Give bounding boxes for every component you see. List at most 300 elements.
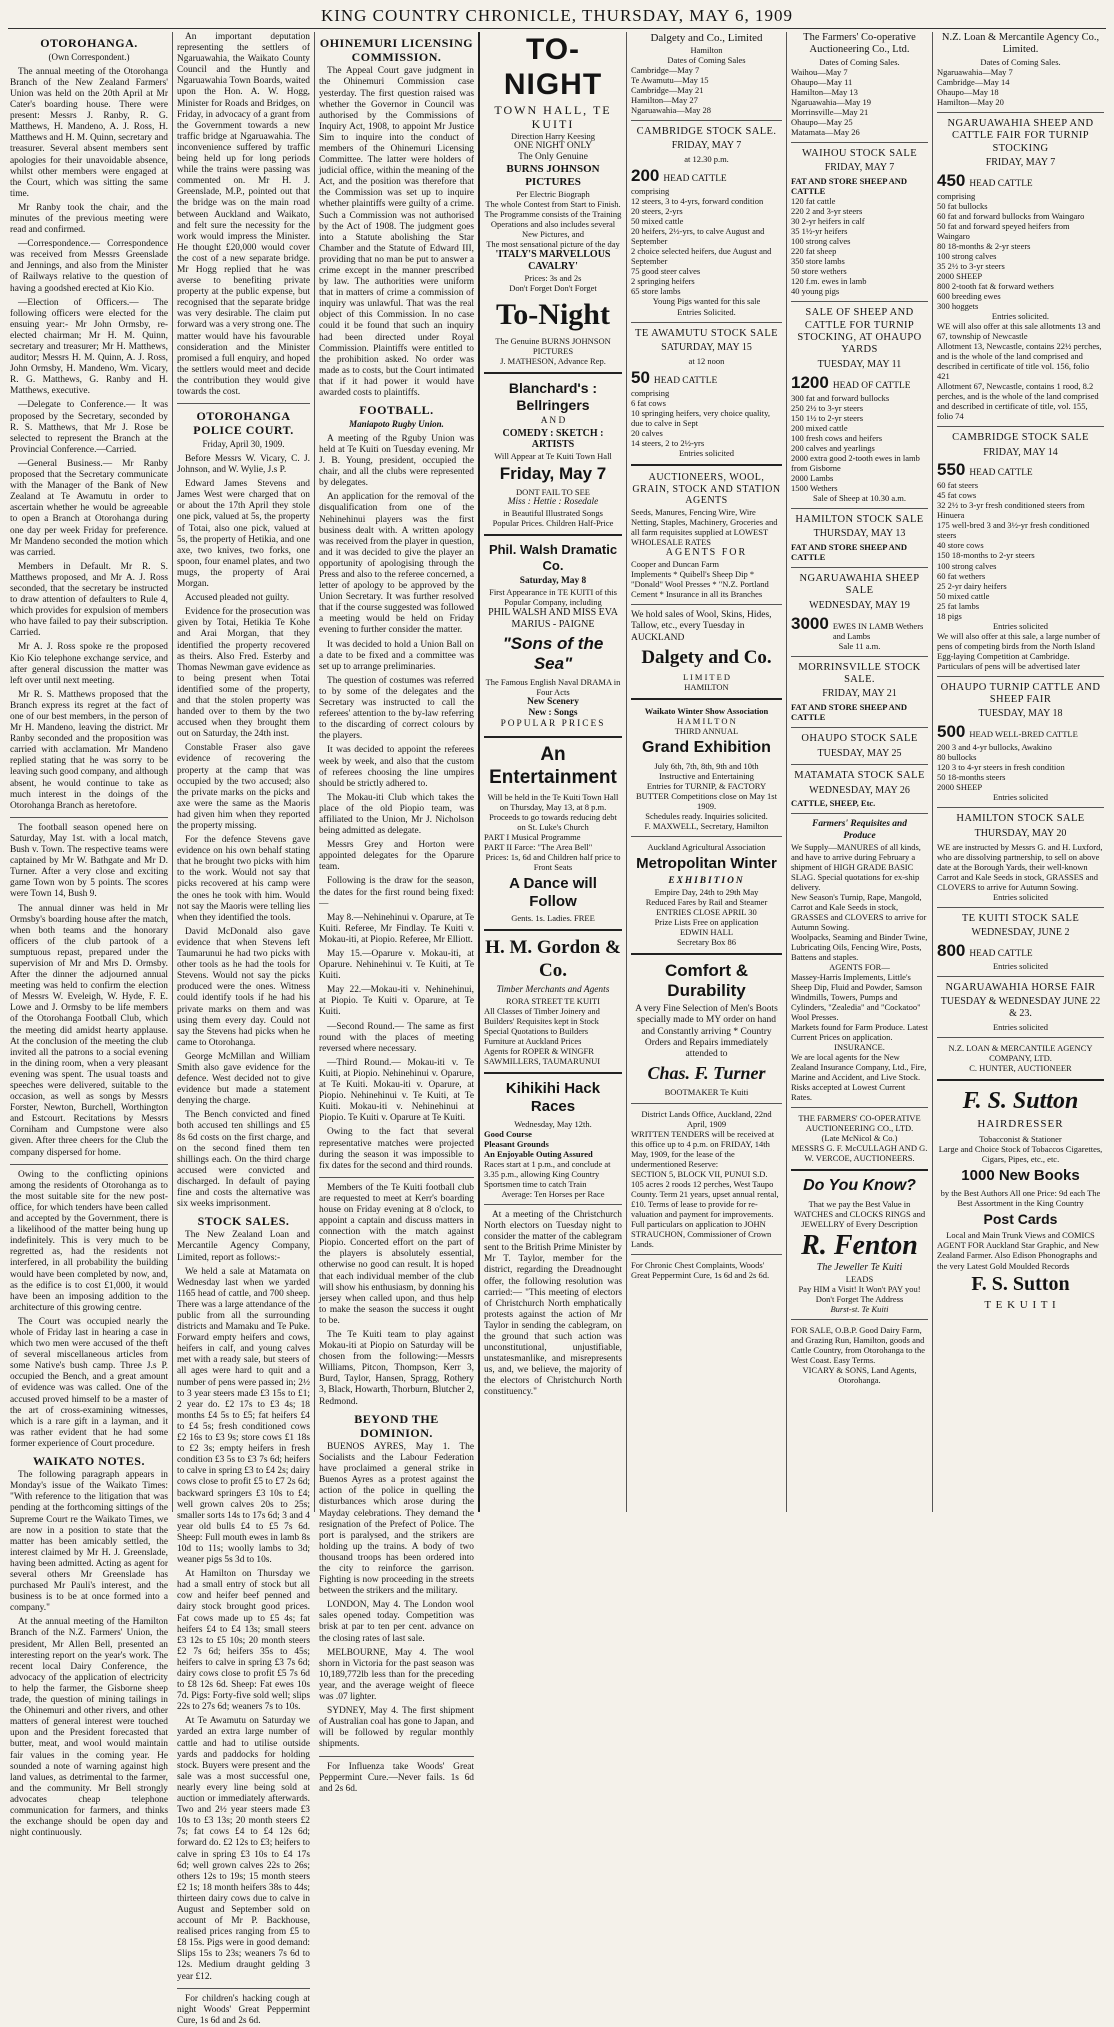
hamilton-text: HAMILTON — [684, 682, 729, 693]
blanchard-heading: Blanchard's : Bellringers — [508, 380, 598, 413]
awamutu-sale-time: at 12 noon — [688, 355, 725, 366]
ewes-count: 3000 — [791, 613, 829, 633]
stock-line: 50 fat bullocks — [937, 200, 988, 211]
top-rule — [8, 28, 1106, 29]
stock-line: 25 2-yr dairy heifers — [937, 580, 1007, 591]
grand-exhibition: Grand Exhibition — [642, 739, 771, 757]
waihou-sale-heading: WAIHOU STOCK SALE — [801, 147, 918, 159]
divider — [484, 372, 622, 374]
edwin-hall: EDWIN HALL — [679, 927, 734, 938]
article-paragraph: The Te Kuiti team to play against Mokau-iti at Piopio on Saturday will be chosen from the following:—Messrs Williams, Pitcon, Thompson, Kerr 3, Burd, Taylor, Hansen, Spragg, Rothery 3, Black, Howarth, Thorburn, Blutcher 2, Redmond. — [319, 1330, 475, 1407]
divider — [791, 508, 928, 509]
divider — [319, 1177, 474, 1178]
dalgety-title: Dalgety and Co., Limited — [650, 32, 763, 44]
fat-store-line: FAT AND STORE SHEEP AND CATTLE — [791, 541, 908, 562]
produce: Produce — [843, 830, 876, 841]
stock-line: 100 fresh cows and heifers — [791, 432, 883, 443]
sheep-sale-time: Sale of Sheep at 10.30 a.m. — [812, 492, 906, 503]
ewes-label: EWES IN LAMB Wethers and Lambs — [832, 620, 924, 641]
dont-fail: DONT FAIL TO SEE — [516, 487, 590, 498]
cattle-count: 500 — [937, 722, 966, 742]
article-paragraph: George McMillan and William Smith also gave evidence for the defence. West decided not to give evidence but made a statement denying the charge. — [177, 1051, 310, 1107]
divider — [791, 142, 928, 143]
advert-peppermint: For children's hacking cough at night Woods' Great Peppermint Cure, 1s 6d and 2s 6d. — [177, 1993, 310, 2026]
stock-line: 18 pigs — [937, 610, 962, 621]
gordon-heading: H. M. Gordon & Co. — [485, 937, 621, 981]
divider — [631, 953, 782, 955]
stock-line: 250 2½ to 3-yr steers — [791, 402, 864, 413]
divider — [791, 727, 928, 728]
article-paragraph: The following paragraph appears in Monday's issue of the Waikato Times: "With reference to the litigation that was pending at the forthcoming sittings of the Supreme Court re the Waikato Times, we are now in a position to state that the matter has been amicably settled, the interest claimed by Mr H. J. Greenslade, having been admitted. Acting as agent for several others Mr Greenslade has purchased Mr Pauli's interest, and the business is to be at once formed into a company." — [10, 1470, 168, 1614]
stock-line: 40 store cows — [937, 540, 984, 551]
ngaruawahia-sheep-heading: NGARUAWAHIA SHEEP SALE — [799, 572, 920, 597]
morrinsville-date: FRIDAY, MAY 21 — [822, 688, 897, 700]
stock-line: 20 calves — [631, 427, 663, 438]
stock-line: 2000 extra good 2-tooth ewes in lamb from Gisborne — [791, 452, 920, 473]
divider — [10, 817, 168, 818]
maxwell-sec: F. MAXWELL, Secretary, Hamilton — [644, 821, 769, 832]
first-appearance: First Appearance in TE KUITI of this Popular Company, including — [489, 587, 617, 608]
coop-company: THE FARMERS' CO-OPERATIVE AUCTIONEERING CO., LTD. — [798, 1113, 921, 1134]
stock-line: 200 3 and 4-yr bullocks, Awakino — [937, 742, 1052, 753]
divider — [937, 676, 1104, 677]
friday-date: Friday, May 7 — [499, 464, 607, 484]
stock-line: 2 choice selected heifers, due August and September — [631, 246, 772, 267]
dont-forget-line: Don't Forget Don't Forget — [509, 282, 597, 293]
and-line: A N D — [540, 416, 566, 427]
stock-line: 100 strong calves — [937, 250, 997, 261]
comprising: comprising — [631, 186, 670, 197]
stock-line: 800 2-tooth fat & forward wethers — [937, 280, 1054, 291]
cambridge-sale-time: at 12.30 p.m. — [684, 154, 729, 165]
sutton-footer: F. S. Sutton — [971, 1272, 1070, 1295]
article-paragraph: The Bench convicted and fined both accused ten shillings and £5 8s 6d costs on the first charge, and on the second fined them ten shillings each. On the third charge accused were convicted and discharged. In default of paying fine and costs the alternative was six weeks imprisonment. — [177, 1110, 310, 1210]
article-paragraph: Following is the draw for the season, the dates for the first round being fixed:— — [319, 876, 474, 909]
dance-prices: Gents. 1s. Ladies. FREE — [511, 913, 595, 924]
stock-line: 50 mixed cattle — [937, 590, 990, 601]
stock-line: 2 springing heifers — [631, 276, 695, 287]
horse-fair-heading: NGARUAWAHIA HORSE FAIR — [945, 981, 1096, 993]
stock-sales-heading: STOCK SALES. — [197, 1214, 290, 1229]
sale-date: Ohaupo—May 11 — [791, 76, 853, 87]
allotment-text: Allotment 13, Newcastle, contains 22½ perches, and is the whole of the land comprised and described in certificate of title vol. 156, folio 421 — [937, 341, 1102, 382]
tobacco-stock: Large and Choice Stock of Tobaccos Cigarettes, Cigars, Pipes, etc., etc. — [938, 1144, 1103, 1165]
views-comics: Local and Main Trunk Views and COMICS — [946, 1230, 1095, 1241]
contest-text: The whole Contest from Start to Finish. The Programme consists of the Training Operations and also includes several New Pictures, and — [484, 199, 622, 240]
article-paragraph: The Appeal Court gave judgment in the Ohinemuri Commission case yesterday. The first question raised was whether the Governor in Council was authorised by the Commissions of Inquiry Act, 1908, to appoint Mr Justice Sim to inquire into the conduct of members of the Ohinemuri Licensing Committee. The latter were holders of judicial office, within the meaning of the Act, and the position was therefore that the Commission was set up to inquire whether plaintiffs were guilty of a crime. Such a Commission was not authorised by the Act of 1908. The judgment goes into a Statute abolishing the Star Chamber and the Statute of Edward III, providing that no man be put to answer a crime except in the manner prescribed by law. The authorities were uniform that in matters of crime a commission of inquiry was unlawful. That was the real object of this Commission. In no case could it be found that such an inquiry had been directed under Royal Commission. Plaintiffs were entitled to the prohibition asked. No order was made as to costs, but the Court intimated that if it had power it would have awarded costs to plaintiffs. — [319, 66, 474, 399]
biograph-line: Per Electric Biograph — [516, 189, 590, 200]
article-paragraph: At Te Awamutu on Saturday we yarded an extra large number of cattle and had to utilise outside yards and paddocks for holding stock. Buyers were present and the sale was a most successful one, nearly every line being sold at auction or immediately afterwards. Two and 2½ year steers made £3 10s to £3 13s; 20 month steers £2 7s; fat cows £4 to £4 12s 6d; forward do. £2 12s to £3; heifers to calve in spring £3 10s to £4 17s 6d; well grown calves 22s to 26s; others 12s to 19s; 15 month steers £2 1s; 18 month heifers 38s to 44s; thirteen dairy cows due to calve in August and September sold on account of Mr P. Backhouse, realised prices ranging from £5 to £8 15s. Pigs were in good demand: Slips 15s to 23s; weaners 7s 6d to 12s. Medium draught gelding 3 year £12. — [177, 1716, 310, 1982]
dalgety-location: Hamilton — [690, 44, 723, 55]
egg-laying-text: We will also offer at this sale, a large number of pens of competing birds from the North Island Egg-laying Competition at Cambridge. Particulars of pens will be advertised later — [937, 630, 1101, 671]
entries-close-text: Entries for TURNIP, & FACTORY BUTTER Competitions close on May 1st 1909. — [636, 781, 777, 812]
article-paragraph: It was decided to appoint the referees week by week, and also that the custom of referees choosing the line umpires should be strictly adhered to. — [319, 745, 474, 789]
stock-line: 120 fat cattle — [791, 196, 836, 207]
stock-line: 150 1½ to 2-yr steers — [791, 412, 864, 423]
do-you-know: Do You Know? — [803, 1177, 916, 1195]
entries-solicited: Entries solicited. — [991, 310, 1050, 321]
timber-item: Special Quotations to Builders — [484, 1026, 589, 1037]
divider — [10, 1164, 168, 1165]
comedy-line: COMEDY : SKETCH : ARTISTS — [502, 427, 604, 451]
article-paragraph: An important deputation representing the settlers of Ngaruawahia, the Waikato County Council and the Huntly and Ngaruawahia Town Boards, waited upon the Hon. A. W. Hogg, Minister for Roads and Bridges, on Friday, in advocacy of a grant from the Government towards a new traffic bridge at Ngaruawahia. The inconvenience suffered by traffic being held up for long periods while the trains were passing was commented on. Mr H. J. Greenslade, M.P., pointed out that the bridge was on the main road between Auckland and Waikato, and felt sure the necessity for the work would impress the Minister. He thought £20,000 would cover the cost of a new separate bridge. Mr Hogg replied that he was averse to benefiting private property at the public expense, but recognised that the separate bridge was very desirable. The claim put forward was a very strong one. The matter would have his favourable consideration and the Minister promised a full enquiry, and hoped the settlers would meet and decide the contribution they would give towards the cost. — [177, 32, 310, 397]
sale-date: Cambridge—May 21 — [631, 85, 704, 96]
divider — [631, 836, 782, 837]
stock-line: 50 fat and forward speyed heifers from Waingaro — [937, 220, 1070, 241]
fat-store-line: FAT AND STORE SHEEP AND CATTLE — [791, 176, 908, 197]
stock-line: 10 springing heifers, very choice quality, due to calve in Sept — [631, 407, 770, 428]
matamata-date: WEDNESDAY, MAY 26 — [809, 784, 910, 796]
police-court-heading: OTOROHANGA POLICE COURT. — [193, 409, 294, 438]
tenders-text: WRITTEN TENDERS will be received at this office up to 4 p.m. on FRIDAY, 14th May, 1909, for the lease of the undermentioned Reserve: — [631, 1128, 775, 1169]
divider — [791, 1169, 928, 1171]
agricultural-association: Auckland Agricultural Association — [647, 842, 766, 853]
stock-line: 200 mixed cattle — [791, 422, 848, 433]
sale-time: Sale 11 a.m. — [838, 640, 881, 651]
race-feature: An Enjoyable Outing Assured — [484, 1148, 593, 1159]
column-licensing — [314, 32, 478, 1794]
divider — [937, 907, 1104, 908]
pay-visit: Pay HIM a Visit! It Won't PAY you! Don't Forget The Address — [798, 1283, 921, 1304]
article-paragraph: The question of costumes was referred to by some of the delegates and the Secretary was instructed to call the referees' attention to the by-law referring to the discarding of correct colours by the players. — [319, 675, 474, 742]
stock-line: 20 steers, 2-yrs — [631, 206, 683, 217]
stock-line: comprising — [631, 387, 670, 398]
walsh-company: Phil. Walsh Dramatic Co. — [488, 542, 618, 573]
column-otorohanga — [6, 32, 172, 1839]
stock-line: 60 fat steers — [937, 480, 979, 491]
stock-line: 100 strong calves — [791, 236, 851, 247]
winter-location: H A M I L T O N — [677, 716, 736, 727]
divider — [791, 567, 928, 568]
auctioneer-names: MESSRS G. F. McCULLAGH AND G. W. VERCOE, AUCTIONEERS. — [791, 1143, 928, 1164]
supply-text: We Supply—MANURES of all kinds, and have to arrive during February a shipment of HIGH GRADE BASIC SLAG. Special quotations for ex-ship delivery. — [791, 841, 921, 892]
sale-date: Hamilton—May 27 — [631, 95, 698, 106]
column-police-court — [172, 32, 314, 2026]
will-appear: Will Appear at Te Kuiti Town Hall — [494, 451, 612, 462]
vicary-sons: VICARY & SONS, Land Agents, Otorohanga. — [802, 1365, 917, 1386]
entries-solicited: Entries solicited — [678, 447, 734, 458]
court-bench: Before Messrs W. Vicary, C. J. Johnson, and W. Wylie, J.s P. — [177, 454, 310, 476]
sale-date: Te Awamutu—May 15 — [631, 75, 709, 86]
reduced-fares: Reduced Fares by Rail and Steamer — [645, 897, 768, 908]
advance-rep: J. MATHESON, Advance Rep. — [500, 356, 606, 367]
sale-date: Ngaruawahia—May 28 — [631, 105, 712, 116]
ngaruawahia-sheep-date: WEDNESDAY, MAY 19 — [809, 599, 910, 611]
stock-line: 80 bullocks — [937, 752, 977, 763]
stock-line: 2000 SHEEP — [937, 270, 983, 281]
sutton-heading: F. S. Sutton — [962, 1087, 1079, 1114]
column-dalgety — [626, 32, 786, 1512]
stock-line: 200 calves and yearlings — [791, 442, 875, 453]
article-paragraph: The Mokau-iti Club which takes the place of the old Piopio team, was affiliated to the Union, Mr J. Nicholson being admitted as delegate. — [319, 792, 474, 837]
divider — [791, 656, 928, 657]
hamilton-sale-heading: HAMILTON STOCK SALE — [795, 513, 924, 525]
article-paragraph: Members of the Te Kuiti football club are requested to meet at Kerr's boarding house on Friday evening at 8 o'clock, to appoint a captain and discuss matters in connection with the match against Piopio. Concerted effort on the part of the players is absolutely essential, otherwise no good can result. It is hoped that each individual member of the club will show his enthusiasm, by donning his jersey when called upon, and thus help to make the season the success it ought to be. — [319, 1182, 474, 1326]
genuine-pictures: The Genuine BURNS JOHNSON PICTURES — [495, 336, 611, 357]
allotment-text: Allotment 67, Newcastle, contains 1 rood, 8.2 perches, and is the whole of the land comprised and described in certificate of title, vol. 155, folio 74 — [937, 381, 1099, 422]
article-paragraph: The annual dinner was held in Mr Ormsby's boarding house after the match, when both teams and the honorary officers of the club partook of a sumptuous repast, prepared under the supervision of Mr and Mrs D. Ormsby. After the dinner the adjourned annual meeting was held to confirm the election of Messrs W. Eveleigh, W. Hyde, F. E. Lowe and J. Ormsby to be life members of the Otorohanga Football Club, which the meeting did amidst hearty applause. At the conclusion of the meeting the club invited all the patrons to a social evening in the dining room, when a very pleasant evening was spent. The usual toasts and speeches were delivered, suitable to the occasion, as well as songs by Messrs Forster, Newton, Burchell, Worthington and Estcourt. Recitations by Messrs Corniham and Cumpstone were also given. After three cheers for the Club the company dispersed for home. — [10, 903, 168, 1158]
metropolitan-winter: Metropolitan Winter — [636, 855, 777, 873]
column-nz-loan — [932, 32, 1108, 1512]
cambridge-heading: CAMBRIDGE STOCK SALE — [952, 432, 1089, 444]
stock-line: 45 fat cows — [937, 490, 977, 501]
dominion-heading: BEYOND THE DOMINION. — [354, 1411, 439, 1440]
chronic-chest-advert: For Chronic Chest Complaints, Woods' Great Peppermint Cure, 1s 6d and 2s 6d. — [631, 1259, 770, 1280]
luxford-text: WE are instructed by Messrs G. and H. Luxford, who are dissolving partnership, to sell on above date at the Borough Yards, their well-known Carrot and Kale Seeds in stock, GRASSES and CLOVERS to arrive for Autumn Sowing. — [937, 841, 1103, 892]
hamilton-sale-date: THURSDAY, MAY 13 — [813, 528, 906, 540]
divider — [631, 322, 782, 323]
divider — [631, 464, 782, 466]
massey-text: Massey-Harris Implements, Little's Sheep Dip, Fluid and Powder, Samson Windmills, Towers, Pumps and Cylinders, "Zealedia" and "Cockatoo" Wool Presses. — [791, 971, 923, 1022]
stock-line: 100 strong calves — [937, 560, 997, 571]
article-paragraph: Members in Default. Mr R. S. Matthews proposed, and Mr A. J. Ross seconded, that the secretary be instructed to draw attention of defaulters to Rule 4, which provides for expulsion of members who have failed to pay their subscription. Carried. — [10, 561, 168, 639]
entertainment-heading: An Entertainment — [489, 744, 617, 788]
stock-line: 60 fat and forward bullocks from Waingaro — [937, 210, 1085, 221]
divider — [791, 764, 928, 765]
waihou-date: FRIDAY, MAY 7 — [985, 156, 1056, 168]
article-paragraph: At Hamilton on Thursday we had a small entry of stock but all cow and heifer beef penned and dairy stock brought good prices. Fat cows made up to £5 4s; fat heifers £4 to £4 13s; small steers £3 12s to £5 10s; 20 month steers £2 7s 6d; heifers 35s to 45s; heifers to calve in spring £3 7s 6d; dairy cows close to profit £5 7s 6d to £8 12s 6d. Sheep: Fat ewes 10s 7d. Pigs: Forty-five sold well; slips 22s to 27s 6d; weaners 7s to 10s. — [177, 1569, 310, 1713]
entries-solicited: Entries solicited — [992, 960, 1048, 971]
article-paragraph: May 22.—Mokau-iti v. Nehinehinui, at Piopio. Te Kuiti v. Oparure, at Te Kuiti. — [319, 985, 474, 1018]
stock-line: 60 fat wethers — [937, 570, 986, 581]
awamutu-sale-heading: TE AWAMUTU STOCK SALE — [635, 327, 778, 339]
stock-line: 6 fat cows — [631, 397, 666, 408]
rugby-union-subhead: Maniapoto Rugby Union. — [349, 419, 444, 430]
entries-solicited: Entries solicited — [992, 792, 1048, 803]
limited-text: L I M I T E D — [682, 672, 731, 683]
cattle-count: 50 — [631, 367, 650, 387]
woolpacks-text: Woolpacks, Seaming and Binder Twine, Lubricating Oils, Fencing Wire, Posts, Battens and staples. — [791, 931, 928, 962]
seeds-text: New Season's Turnip, Rape, Mangold, Carrot and Kale Seeds in stock, GRASSES and CLOVERS to arrive for Autumn Sowing. — [791, 891, 927, 932]
divider — [937, 112, 1104, 113]
cooper-duncan: Cooper and Duncan Farm — [631, 559, 720, 570]
stock-line: 30 2-yr heifers in calf — [791, 216, 865, 227]
article-paragraph: For the defence Stevens gave evidence on his own behalf stating that he brought two picks with him to the work. Would not say that picks recovered at his camp were the ones he took with him. Would not say the Maoris were telling lies when they identified the tools. — [177, 835, 310, 923]
stock-line: 300 hoggets — [937, 300, 979, 311]
sale-date: Ngaruawahia—May 7 — [937, 66, 1013, 77]
cavalry-title: 'ITALY'S MARVELLOUS CAVALRY' — [495, 249, 611, 273]
timber-item: All Classes of Timber Joinery and Builders' Requisites kept in Stock — [484, 1006, 600, 1027]
popular-prices: Popular Prices. Children Half-Price — [492, 518, 614, 529]
article-paragraph: May 8.—Nehinehinui v. Oparure, at Te Kuiti. Referee, Mr Findlay. Te Kuiti v. Mokau-iti, at Piopio. Referee, Mr Elliott. — [319, 912, 474, 945]
hamilton-stock-date: THURSDAY, MAY 20 — [974, 827, 1067, 839]
cattle-count: 450 — [937, 170, 966, 190]
agents-for: AGENTS FOR— — [829, 961, 890, 972]
stock-line: comprising — [937, 190, 976, 201]
cattle-label: HEAD CATTLE — [969, 948, 1033, 959]
stock-line: 1500 Wethers — [791, 482, 838, 493]
stock-line: 80 18-months & 2-yr steers — [937, 240, 1031, 251]
secretary-box: Secretary Box 86 — [676, 937, 736, 948]
ohaupo-sale-heading: OHAUPO STOCK SALE — [801, 733, 918, 745]
entries-solicited: Entries solicited — [992, 891, 1048, 902]
article-paragraph: SYDNEY, May 4. The first shipment of Australian coal has gone to Japan, and will be followed by regular monthly shipments. — [319, 1706, 474, 1750]
watches-text: That we pay the Best Value in WATCHES and CLOCKS RINGS and JEWELLRY of Every Description — [793, 1199, 926, 1230]
divider — [937, 1037, 1104, 1038]
stock-line: 35 2½ to 3-yr steers — [937, 260, 1005, 271]
divider — [937, 976, 1104, 977]
prize-lists: Prize Lists Free on application — [654, 917, 759, 928]
hairdresser-line: HAIRDRESSER — [977, 1118, 1064, 1131]
entertainment-text: Will be held in the Te Kuiti Town Hall on Thursday, May 13, at 8 p.m. Proceeds to go towards reducing debt on St. Luke's Church — [487, 791, 619, 832]
te-kuiti-sale-date: WEDNESDAY, JUNE 2 — [971, 927, 1070, 938]
races-text: Races start at 1 p.m., and conclude at 3.35 p.m., allowing King Country Sportsmen time to catch Train — [484, 1158, 611, 1189]
article-paragraph: A meeting of the Rguby Union was held at Te Kuiti on Tuesday evening. Mr J. B. Young, president, occupied the chair, and all the clubs were represented by delegates. — [319, 433, 474, 489]
wool-sales: We hold sales of Wool, Skins, Hides, Tallow, etc., every Tuesday in AUCKLAND — [631, 610, 772, 643]
bootmaker-line: BOOTMAKER Te Kuiti — [664, 1087, 749, 1098]
post-cards: Post Cards — [983, 1210, 1058, 1227]
article-paragraph: BUENOS AYRES, May 1. The Socialists and the Labour Federation have proclaimed a general strike in Buenos Ayres as a protest against the action of the police in quelling the disturbances which arose during the Mayday celebrations. They demand the resignation of the Prefect of Police. The port is paralysed, and the strikers are holding up the trains. A body of two thousand troops has been ordered into the city to reinforce the garrison. Fighting is now proceeding in the streets between the strikers and the military. — [319, 1441, 474, 1597]
part-two: PART II Farce: "The Area Bell" — [484, 841, 593, 852]
sale-date: Ohaupo—May 18 — [937, 86, 999, 97]
stock-line: 75 good steer calves — [631, 266, 701, 277]
cattle-label: HEAD OF CATTLE — [832, 380, 911, 391]
stock-line: 40 young pigs — [791, 286, 840, 297]
turner-heading: Chas. F. Turner — [647, 1063, 766, 1084]
article-paragraph: Owing to the conflicting opinions among the residents of Otorohanga as to the most suitable site for the new post-office, for which tenders have been called and accepted by the Government, there is a likelihood of the matter being hung up indefinitely. This is very much to be regretted as, had the residents not interfered, in all probability the building would have been completed by now, and, as the edifice is to cost £1,000, it would have been an imposing addition to the architecture of this growing centre. — [10, 1169, 168, 1313]
divider — [177, 403, 310, 404]
burns-johnson-pictures: BURNS JOHNSON PICTURES — [506, 163, 600, 189]
books-text: by the Best Authors All one Price: 9d each The Best Assortment in the King Country — [940, 1187, 1101, 1208]
article-paragraph: —General Business.— Mr Ranby proposed that the Secretary communicate with the Manager of the Bank of New Zealand at Te Awamutu in order to ascertain whether he would be agreeable to open a Branch at Otorohanga during one day per week Friday for preference. Mr Mandeno seconded the motion which was carried. — [10, 458, 168, 558]
article-paragraph: Constable Fraser also gave evidence of recovering the property at the camp that was occupied by the two accused; also the private marks on the picks and axe were the same as the Maoris had given him when they reported the property missing. — [177, 743, 310, 832]
empire-day: Empire Day, 24th to 29th May — [654, 887, 759, 898]
allotment-text: WE will also offer at this sale allotments 13 and 67, township of Newcastle — [937, 321, 1101, 342]
article-paragraph: —Second Round.— The same as first round with the places of meeting reversed where necessary. — [319, 1021, 474, 1054]
naval-drama: The Famous English Naval DRAMA in Four Acts — [485, 676, 621, 697]
cattle-count: 800 — [937, 940, 966, 960]
nz-loan-title: N.Z. Loan & Mercantile Agency Co., Limited. — [941, 32, 1100, 56]
licensing-heading: OHINEMURI LICENSING COMMISSION. — [319, 36, 474, 65]
tobacconist-line: Tobacconist & Stationer — [979, 1134, 1062, 1145]
rora-street: RORA STREET TE KUITI — [506, 996, 600, 1007]
race-feature: Pleasant Grounds — [484, 1138, 549, 1149]
exhibition-word: EXHIBITION — [668, 875, 745, 886]
stock-line: 2000 SHEEP — [937, 782, 983, 793]
article-paragraph: The Court was occupied nearly the whole of Friday last in hearing a case in which two men were accused of the theft of several miscellaneous articles from some Native's bush camp. Three J.s P. occupied the Bench, and a great amount of evidence was was called. One of the accused proved himself to be a master of the art of cross-examining witnesses, which is a rare gift in a layman, and it was rather evident that he had some former experience of Court procedure. — [10, 1316, 168, 1449]
divider — [791, 813, 928, 814]
article-paragraph: An application for the removal of the disqualification from one of the Nehinehinui players was the first business dealt with. A written apology was received from the player in question, and it was decided to give the player an opportunity of apologising through the Press and also to the referee concerned, a letter of apology to be approved by the Union Secretary. It was further resolved that if the course suggested was followed a meeting would be held on Friday evening to further consider the matter. — [319, 492, 474, 636]
awamutu-sale-date: SATURDAY, MAY 15 — [661, 341, 752, 353]
exhibition-dates: July 6th, 7th, 8th, 9th and 10th — [654, 761, 759, 772]
sale-date: Matamata—May 26 — [791, 126, 860, 137]
stock-line: 350 store lambs — [791, 256, 845, 267]
nz-loan-company: N.Z. LOAN & MERCANTILE AGENCY COMPANY, LTD. — [948, 1042, 1093, 1063]
kihikihi-heading: Kihikihi Hack Races — [505, 1080, 601, 1116]
comfort-durability: Comfort & Durability — [664, 961, 749, 1001]
divider — [791, 1107, 928, 1108]
article-paragraph: Accused pleaded not guilty. — [185, 593, 290, 604]
sale-date: Ohaupo—May 25 — [791, 116, 853, 127]
hettie-rosedale: Miss : Hettie : Rosedale — [507, 497, 599, 508]
new-scenery: New Scenery — [527, 696, 579, 707]
ohaupo-turnip-date: TUESDAY, MAY 11 — [817, 358, 902, 370]
article-paragraph: David McDonald also gave evidence that when Stevens left Taumarunui he had two picks with other tools as he had the tools for Stevens. Would not say the picks produced were the ones. Witness could identify tools if he had his private marks on them and was using them every day. Could not say the Stevens had picks when he came to Otorohanga. — [177, 926, 310, 1048]
stock-line: 65 store lambs — [631, 286, 681, 297]
illustrated-songs: in Beautiful Illustrated Songs — [503, 508, 603, 519]
race-feature: Good Course — [484, 1128, 532, 1139]
prices-line: Prices: 3s and 2s — [524, 272, 582, 283]
article-paragraph: Mr R. S. Matthews proposed that the Branch express its regret at the fact of one of our best members, in the person of Mr H. Mandeno, leaving the district. Mr Ranby seconded and the proposition was carried with acclamation. Mr Mandeno replied stating that he was sorry to be leaving such good company, and although absent, he would continue to take as much interest in the doings of the Otorohanga Branch as heretofore. — [10, 689, 168, 811]
farmers-coop-title: The Farmers' Co-operative Auctioneering Co., Ltd. — [803, 32, 916, 56]
stock-line: 32 2½ to 3-yr fresh conditioned steers from Hinuera — [937, 500, 1085, 521]
stock-line: 600 breeding ewes — [937, 290, 1001, 301]
fenton-heading: R. Fenton — [801, 1230, 918, 1262]
hamilton-stock-heading: HAMILTON STOCK SALE — [956, 813, 1085, 825]
sale-date: Cambridge—May 7 — [631, 65, 700, 75]
jeweller-line: The Jeweller Te Kuiti — [816, 1262, 903, 1274]
article-paragraph: —Delegate to Conference.— It was proposed by the Secretary, seconded by R. S. Matthews, that Mr J. Rose be selected to represent the Branch at the Provincial Conference.—Carried. — [10, 400, 168, 455]
seeds-text: Seeds, Manures, Fencing Wire, Wire Netting, Staples, Machinery, Groceries and all farm requisites supplied at LOWEST WHOLESALE RATES — [631, 507, 778, 548]
late-mcnicol: (Late McNicol & Co.) — [821, 1133, 898, 1144]
sons-of-the-sea: "Sons of the Sea" — [502, 633, 604, 673]
article-paragraph: Mr Ranby took the chair, and the minutes of the previous meeting were read and confirmed. — [10, 202, 168, 236]
third-annual: THIRD ANNUAL — [674, 726, 739, 737]
ngaruawahia-fair-heading: NGARUAWAHIA SHEEP AND CATTLE FAIR FOR TURNIP STOCKING — [947, 117, 1094, 154]
stock-line: 50 store wethers — [791, 266, 847, 277]
one-night-line: ONE NIGHT ONLY — [513, 141, 593, 152]
entries-solicited: Entries solicited — [992, 620, 1048, 631]
divider — [631, 1103, 782, 1104]
sale-date: Morrinsville—May 21 — [791, 106, 869, 117]
tonight-repeat: To-Night — [496, 297, 610, 331]
entries-solicited: Entries Solicited. — [677, 306, 736, 317]
article-paragraph: It was decided to hold a Union Ball on a date to be fixed and a committee was set up to arrange preliminaries. — [319, 639, 474, 672]
leads-text: LEADS — [845, 1273, 874, 1284]
timber-item: Furniture at Auckland Prices — [484, 1036, 582, 1047]
divider — [791, 1319, 928, 1320]
hunter-auctioneer: C. HUNTER, AUCTIONEER — [969, 1062, 1072, 1073]
stock-line: 14 steers, 2 to 2½-yrs — [631, 437, 705, 448]
stock-line: 300 fat and forward bullocks — [791, 392, 890, 403]
entertainment-prices: Prices: 1s, 6d and Children half price to Front Seats — [485, 852, 621, 873]
schedules-text: Schedules ready. Inquiries solicited. — [645, 811, 768, 822]
divider — [319, 1756, 474, 1757]
sensational-line: The most sensational picture of the day — [486, 239, 620, 250]
te-kuiti-sale-heading: TE KUITI STOCK SALE — [961, 912, 1080, 924]
ranger-text: Full particulars on application to JOHN STRAUCHON, Commissioner of Crown Lands. — [631, 1218, 772, 1249]
divider — [484, 1204, 622, 1205]
dates-heading: Dates of Coming Sales. — [980, 56, 1061, 67]
article-paragraph: —Third Round.— Mokau-iti v. Te Kuiti, at Piopio. Nehinehinui v. Oparure, at Te Kuiti. Mokau-iti v. Oparure, at Piopio. Nehinehinui v. Te Kuiti, at Te Kuiti. Mokau-iti v. Nehinehinui at Piopio. Te Kuiti v. Oparure at Te Kuiti. — [319, 1057, 474, 1124]
direction-line: Direction Harry Keesing — [510, 131, 596, 142]
fat-store-line: FAT AND STORE SHEEP AND CATTLE — [791, 702, 908, 723]
christchurch-paragraph: At a meeting of the Christchurch North electors on Tuesday night to consider the matter of the cablegram sent to the British Prime Minister by Mr T. Taylor, member for the district, regarding the Dreadnought offer, the following resolution was carried:— "This meeting of electors of Christchurch North emphatically protests against the action of Mr Taylor in sending the cablegram, on the ground that such action was unconstitutional, unjustifiable, unstatesmanlike, and misrepresents us, and, we believe, the majority of the electors of Christchurch North constituency." — [484, 1209, 622, 1398]
timber-merchants: Timber Merchants and Agents — [496, 985, 610, 996]
column-entertainments — [478, 32, 626, 1512]
divider — [484, 534, 622, 536]
article-paragraph: —Correspondence.— Correspondence was received from Messrs Greenslade and Jennings, and also from the Minister of Railways relative to the question of having a goodshed erected at Kio Kio. — [10, 239, 168, 294]
cattle-label: HEAD WELL-BRED CATTLE — [969, 729, 1078, 740]
matamata-heading: MATAMATA STOCK SALE — [794, 770, 925, 782]
sale-date: Waihou—May 7 — [791, 66, 848, 77]
part-one: PART I Musical Programme — [484, 831, 581, 842]
divider — [631, 698, 782, 700]
cattle-label: HEAD CATTLE — [969, 178, 1033, 189]
agents-for: AGENTS FOR — [665, 547, 748, 559]
cattle-label: HEAD CATTLE — [663, 174, 727, 185]
stock-line: 50 18-months steers — [937, 772, 1006, 783]
cattle-count: 200 — [631, 166, 660, 186]
waihou-date: FRIDAY, MAY 7 — [824, 162, 895, 174]
sale-date: Hamilton—May 20 — [937, 96, 1004, 107]
divider — [937, 807, 1104, 808]
article-paragraph: The football season opened here on Saturday, May 1st. with a local match, Bush v. Town. The respective teams were captained by Mr W. Bathgate and Mr D. Turner. After a very close and exciting game Town won by 5 points. The scores were Town 14, Bush 9. — [10, 822, 168, 900]
star-names: PHIL WALSH AND MISS EVA MARIUS - PAIGNE — [488, 607, 618, 630]
dance-heading: A Dance will Follow — [509, 875, 597, 910]
entries-solicited: Entries solicited — [992, 1021, 1048, 1032]
insurance-heading: INSURANCE. — [834, 1041, 885, 1052]
